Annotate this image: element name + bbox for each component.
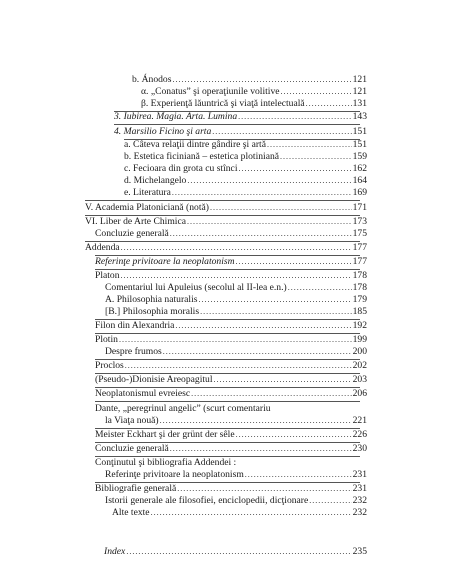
toc-entry-label: β. Experienţă lăuntrică şi viaţă intelectuală xyxy=(141,98,305,109)
leader-dots xyxy=(245,469,352,481)
toc-entry-concluzie-2 xyxy=(95,443,367,455)
toc-entry-eckhart xyxy=(95,429,367,441)
toc-entry-label: d. Michelangelo xyxy=(124,175,187,186)
leader-dots xyxy=(175,320,351,332)
leader-dots xyxy=(191,388,352,400)
toc-entry-label: 3. Iubirea. Magia. Arta. Lumina xyxy=(114,111,238,122)
toc-entry-page: 159 xyxy=(352,151,367,162)
toc-entry-label: b. Ánodos xyxy=(132,74,172,85)
toc-entry-naturalis xyxy=(105,294,367,306)
toc-entry-dionisie xyxy=(95,374,367,386)
toc-entry-relatii xyxy=(124,139,367,151)
toc-entry-page: 232 xyxy=(352,495,367,506)
toc-entry-neoplatonism-evreiesc xyxy=(95,388,367,400)
toc-entry-page: 179 xyxy=(352,294,367,305)
toc-entry-page: 231 xyxy=(352,469,367,480)
toc-entry-label: Despre frumos xyxy=(105,346,162,357)
toc-entry-label: α. „Conatus” şi operaţiunile volitive xyxy=(141,86,280,97)
toc-entry-moralis xyxy=(105,306,367,318)
toc-entry-page: 231 xyxy=(352,483,367,494)
toc-entry-label: VI. Liber de Arte Chimica xyxy=(85,216,186,227)
leader-dots xyxy=(210,202,352,214)
leader-dots xyxy=(163,346,352,358)
toc-entry-label: V. Academia Platoniciană (notă) xyxy=(85,202,209,213)
toc-entry-label: e. Literatura xyxy=(124,187,171,198)
toc-entry-page: 185 xyxy=(352,306,367,317)
toc-entry-label: A. Philosophia naturalis xyxy=(105,294,198,305)
toc-entry-addenda xyxy=(85,242,367,254)
toc-entry-label: Platon xyxy=(95,270,120,281)
leader-dots xyxy=(280,151,352,163)
toc-entry-page: 175 xyxy=(352,228,367,239)
toc-entry-estetica xyxy=(124,151,367,163)
toc-entry-label: (Pseudo-)Dionisie Areopagitul xyxy=(95,374,213,385)
divider xyxy=(85,200,360,201)
toc-entry-filon xyxy=(95,320,367,332)
toc-entry-page: 177 xyxy=(352,242,367,253)
toc-entry-page: 230 xyxy=(352,443,367,454)
leader-dots xyxy=(238,111,351,123)
toc-entry-liber xyxy=(85,216,367,228)
toc-entry-label: Alte texte xyxy=(112,507,150,518)
toc-entry-label: Neoplatonismul evreiesc xyxy=(95,388,191,399)
toc-entry-platon xyxy=(95,270,367,282)
toc-entry-label: b. Estetica ficiniană – estetica plotiniană xyxy=(124,151,280,162)
toc-entry-iubirea xyxy=(114,111,367,123)
toc-entry-concluzie-1 xyxy=(95,228,367,240)
toc-entry-page: 151 xyxy=(352,126,367,137)
toc-entry-label: Comentariul lui Apuleius (secolul al II-lea e.n.) xyxy=(105,282,287,293)
toc-entry-bibliografie xyxy=(95,483,367,495)
toc-entry-label: Meister Eckhart şi der grünt der sêle xyxy=(95,429,235,440)
toc-entry-page: 226 xyxy=(352,429,367,440)
toc-entry-page: 131 xyxy=(352,98,367,109)
toc-entry-label: Referinţe privitoare la neoplatonism xyxy=(95,256,235,267)
leader-dots xyxy=(177,483,351,495)
divider xyxy=(114,124,360,125)
toc-entry-page: 206 xyxy=(352,388,367,399)
toc-entry-apuleius xyxy=(105,282,367,294)
toc-entry-label: a. Câteva relaţii dintre gândire şi artă xyxy=(124,139,266,150)
toc-entry-label: Concluzie generală xyxy=(95,228,169,239)
leader-dots xyxy=(236,429,352,441)
toc-entry-fecioara xyxy=(124,163,367,175)
toc-entry-page: 221 xyxy=(352,415,367,426)
toc-entry-label: 4. Marsilio Ficino şi arta xyxy=(114,126,212,137)
toc-entry-label: [B.] Philosophia moralis xyxy=(105,306,200,317)
toc-entry-page: 171 xyxy=(352,202,367,213)
toc-entry-label: Proclos xyxy=(95,360,124,371)
leader-dots xyxy=(172,74,351,86)
toc-entry-dante xyxy=(105,415,367,427)
toc-entry-page: 162 xyxy=(352,163,367,174)
leader-dots xyxy=(200,306,352,318)
toc-entry-page: 200 xyxy=(352,346,367,357)
leader-dots xyxy=(288,282,352,294)
leader-dots xyxy=(121,270,352,282)
toc-entry-label: la Viaţa nouă) xyxy=(105,415,159,426)
toc-entry-index xyxy=(104,546,367,558)
toc-entry-page: 151 xyxy=(352,139,367,150)
toc-entry-label: Referinţe privitoare la neoplatonism xyxy=(105,469,244,480)
toc-entry-label: Filon din Alexandria xyxy=(95,320,175,331)
toc-entry-page: 164 xyxy=(352,175,367,186)
leader-dots xyxy=(172,187,352,199)
toc-entry-conatus xyxy=(141,86,367,98)
leader-dots xyxy=(198,294,351,306)
toc-entry-page: 199 xyxy=(352,334,367,345)
toc-entry-plotin xyxy=(95,334,367,346)
leader-dots xyxy=(151,507,352,519)
toc-entry-label: c. Fecioara din grota cu stînci xyxy=(124,163,238,174)
toc-entry-experienta xyxy=(141,98,367,110)
toc-entry-referinte-2 xyxy=(105,469,367,481)
leader-dots xyxy=(267,139,352,151)
toc-entry-page: 177 xyxy=(352,256,367,267)
toc-entry-page: 232 xyxy=(352,507,367,518)
toc-entry-dante-line1: Dante, „peregrinul angelic” (scurt comentariu xyxy=(95,403,271,414)
leader-dots xyxy=(239,163,352,175)
toc-entry-label: Concluzie generală xyxy=(95,443,169,454)
toc-entry-page: 192 xyxy=(352,320,367,331)
toc-entry-literatura xyxy=(124,187,367,199)
toc-entry-page: 169 xyxy=(352,187,367,198)
toc-entry-proclos xyxy=(95,360,367,372)
toc-entry-page: 202 xyxy=(352,360,367,371)
toc-entry-anodos xyxy=(132,74,367,86)
toc-entry-academia xyxy=(85,202,367,214)
leader-dots xyxy=(214,374,352,386)
toc-entry-page: 178 xyxy=(352,270,367,281)
toc-entry-page: 235 xyxy=(352,546,367,557)
leader-dots xyxy=(160,415,352,427)
toc-entry-istorii xyxy=(105,495,367,507)
leader-dots xyxy=(306,98,352,110)
toc-entry-label: Index xyxy=(104,546,126,557)
leader-dots xyxy=(119,334,352,346)
toc-entry-ficino xyxy=(114,126,367,138)
toc-entry-michelangelo xyxy=(124,175,367,187)
leader-dots xyxy=(212,126,351,138)
toc-entry-frumos xyxy=(105,346,367,358)
toc-entry-page: 121 xyxy=(352,74,367,85)
leader-dots xyxy=(281,86,352,98)
leader-dots xyxy=(187,216,352,228)
toc-entry-page: 121 xyxy=(352,86,367,97)
leader-dots xyxy=(170,228,352,240)
leader-dots xyxy=(121,242,352,254)
toc-entry-label: Bibliografie generală xyxy=(95,483,177,494)
toc-entry-label: Plotin xyxy=(95,334,118,345)
toc-entry-page: 203 xyxy=(352,374,367,385)
toc-entry-page: 178 xyxy=(352,282,367,293)
leader-dots xyxy=(236,256,352,268)
divider xyxy=(95,401,360,402)
toc-entry-label: Addenda xyxy=(85,242,120,253)
leader-dots xyxy=(170,443,352,455)
leader-dots xyxy=(126,546,351,558)
leader-dots xyxy=(125,360,352,372)
toc-entry-page: 143 xyxy=(352,111,367,122)
toc-entry-label: Istorii generale ale filosofiei, enciclopedii, dicţionare xyxy=(105,495,309,506)
toc-entry-page: 173 xyxy=(352,216,367,227)
leader-dots xyxy=(187,175,351,187)
leader-dots xyxy=(309,495,351,507)
toc-entry-continutul: Conţinutul şi bibliografia Addendei : xyxy=(95,457,237,468)
toc-entry-referinte-1 xyxy=(95,256,367,268)
toc-entry-alte-texte xyxy=(112,507,367,519)
